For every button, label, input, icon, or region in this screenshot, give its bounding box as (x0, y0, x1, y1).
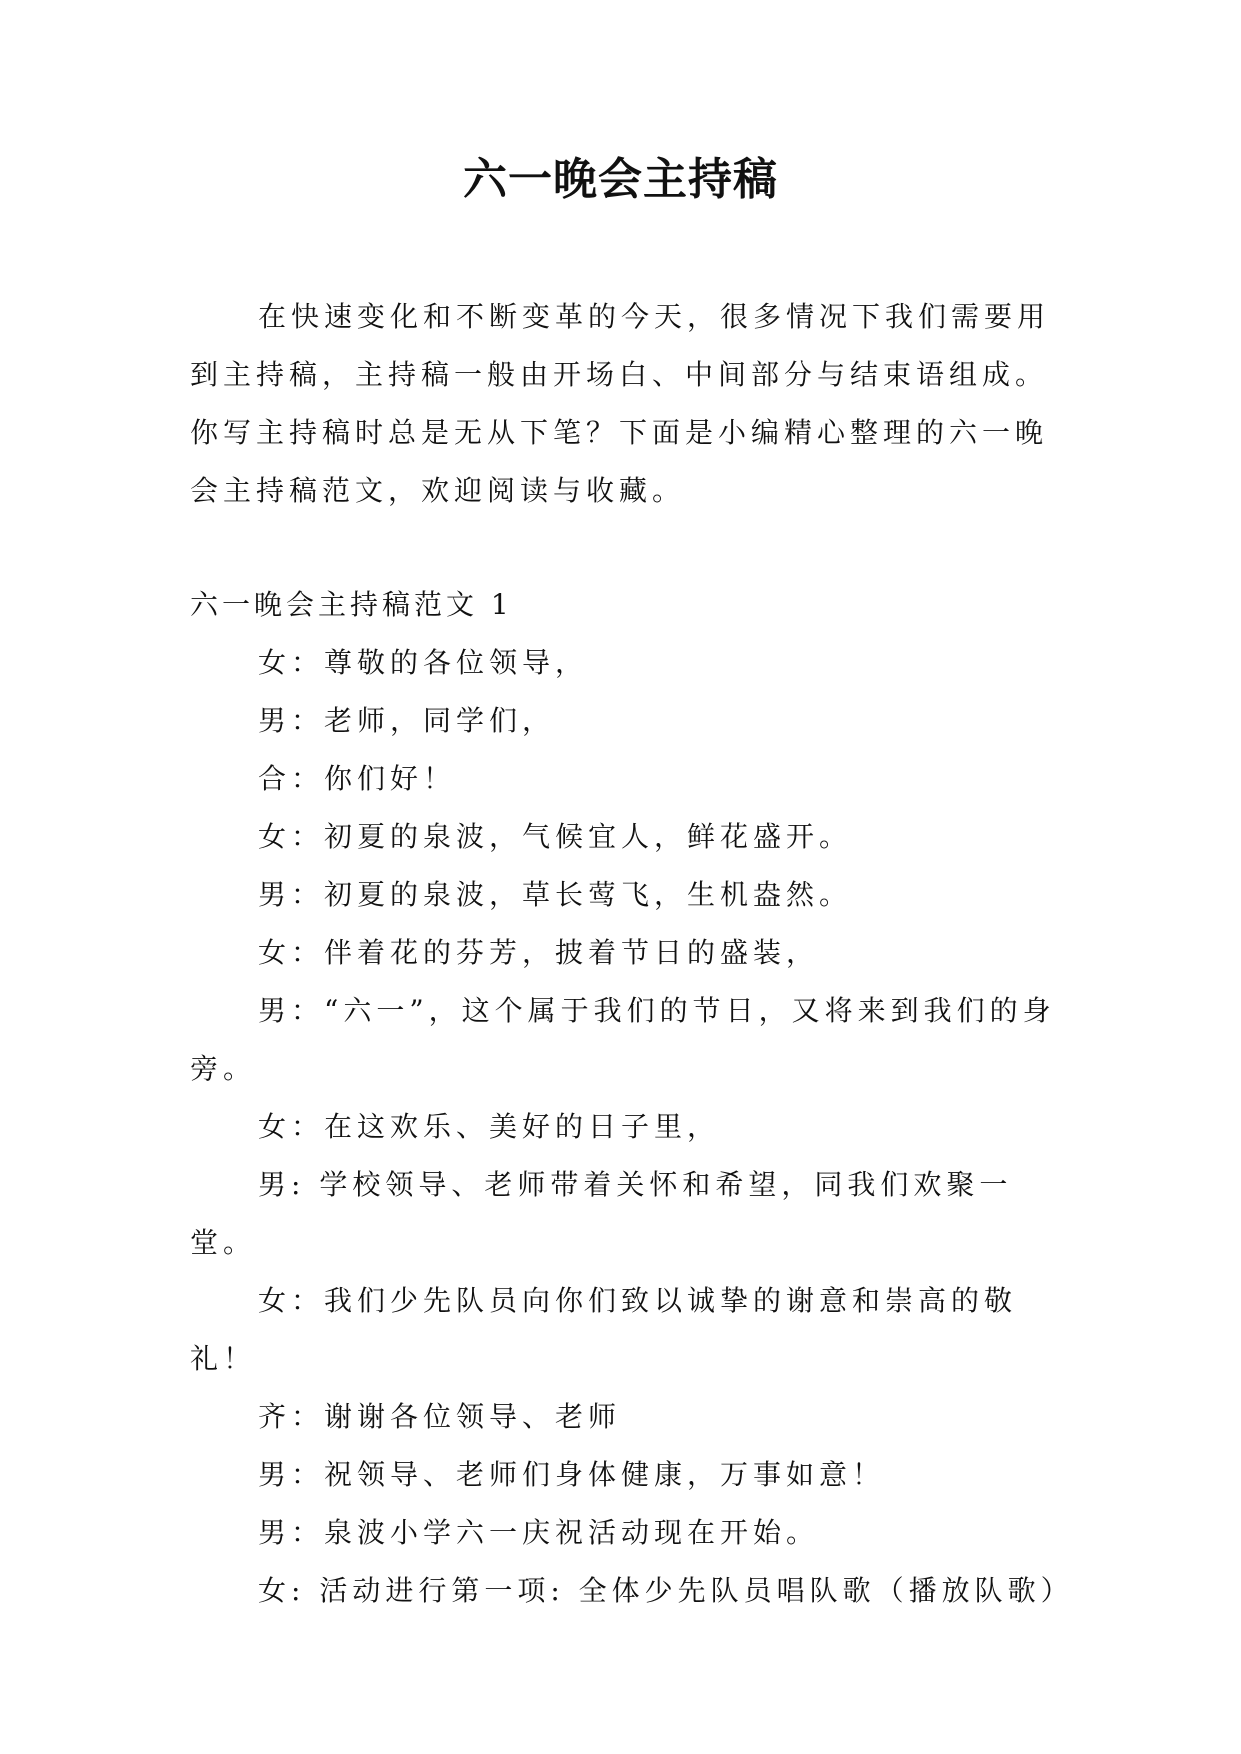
dialogue-line: 女: 活动进行第一项: 全体少先队员唱队歌（播放队歌） (258, 1574, 1074, 1607)
dialogue-line: 女：初夏的泉波，气候宜人，鲜花盛开。 (258, 820, 853, 853)
dialogue-line: 女：尊敬的各位领导， (258, 646, 589, 679)
dialogue-line: 女：我们少先队员向你们致以诚挚的谢意和崇高的敬礼！ (190, 1284, 1018, 1375)
dialogue-line: 男: 学校领导、老师带着关怀和希望，同我们欢聚一堂。 (190, 1168, 1013, 1259)
dialogue-line: 男：“六一”，这个属于我们的节日，又将来到我们的身旁。 (190, 994, 1056, 1085)
dialogue-line: 女：伴着花的芬芳，披着节日的盛装， (258, 936, 820, 969)
dialogue-line: 男：老师，同学们， (258, 704, 556, 737)
dialogue-line: 齐：谢谢各位领导、老师 (258, 1400, 622, 1433)
dialogue-list (190, 634, 1072, 1620)
dialogue-line: 男：初夏的泉波，草长莺飞，生机盎然。 (258, 878, 853, 911)
dialogue-line: 女：在这欢乐、美好的日子里， (258, 1110, 721, 1143)
document-title: 六一晚会主持稿 (463, 154, 778, 205)
intro-paragraph: 在快速变化和不断变革的今天，很多情况下我们需要用到主持稿，主持稿一般由开场白、中间部分与结束语组成。你写主持稿时总是无从下笔？下面是小编精心整理的六一晚会主持稿范文，欢迎阅读与收藏。 (190, 300, 1051, 507)
dialogue-line: 男：泉波小学六一庆祝活动现在开始。 (258, 1516, 820, 1549)
section-heading: 六一晚会主持稿范文 1 (190, 588, 513, 621)
dialogue-line: 合：你们好！ (258, 762, 457, 795)
dialogue-line: 男：祝领导、老师们身体健康，万事如意！ (258, 1458, 886, 1491)
